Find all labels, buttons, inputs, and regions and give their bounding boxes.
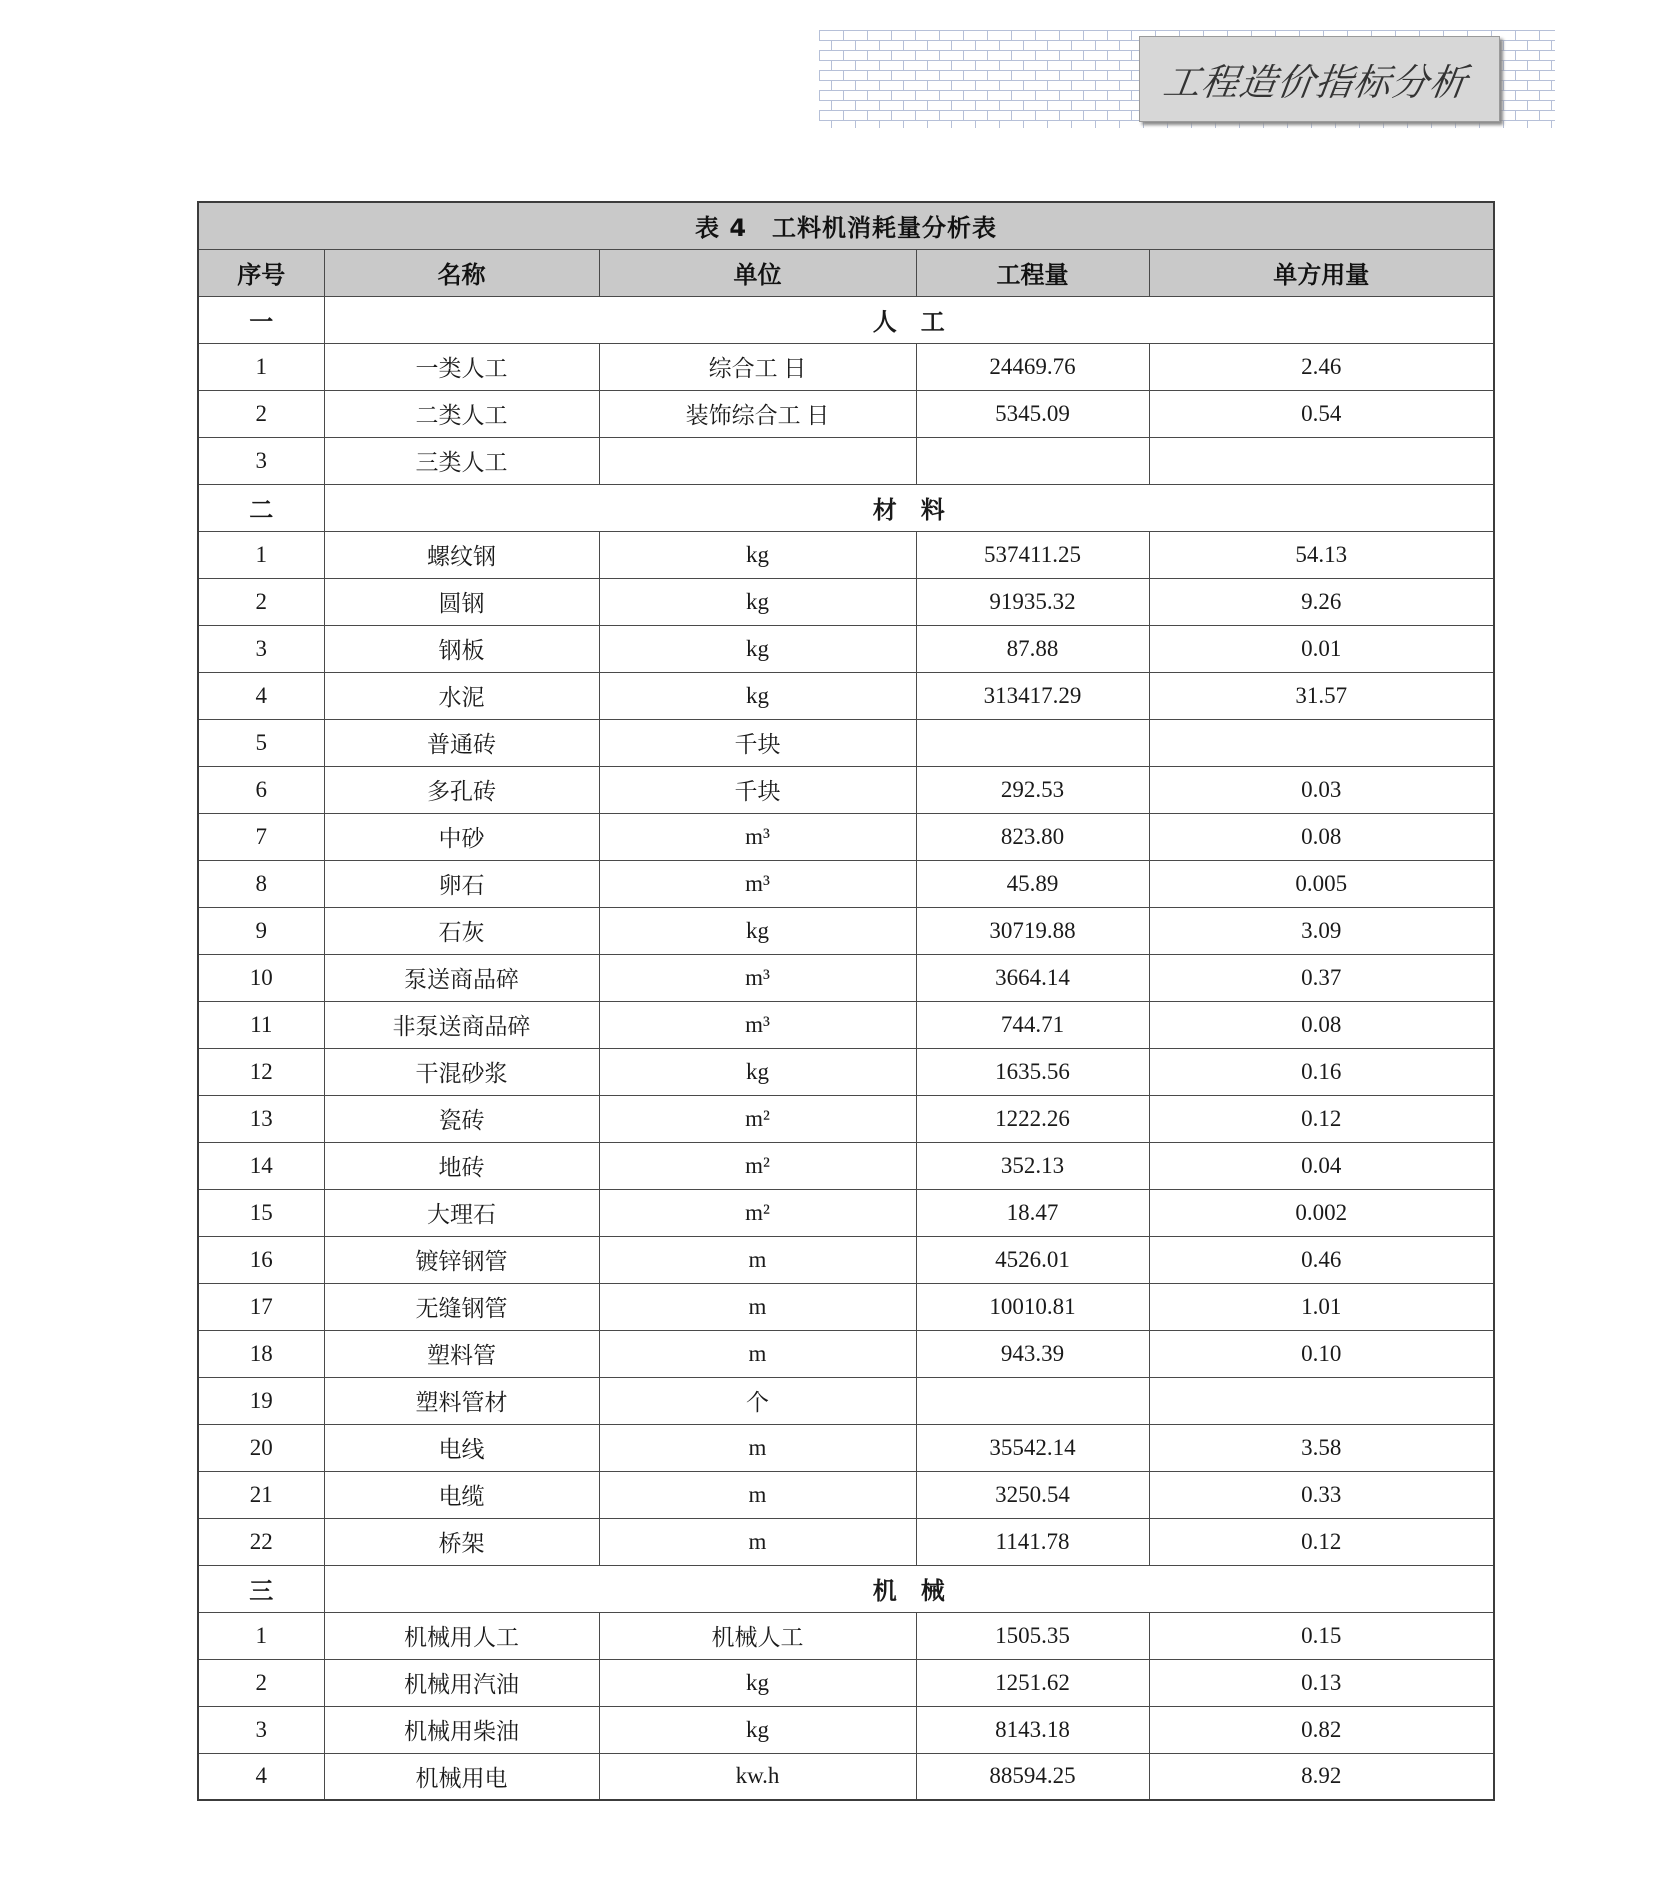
cell-unit: m³ — [599, 1001, 916, 1048]
cell-unit: m² — [599, 1189, 916, 1236]
cell-unit: kw.h — [599, 1753, 916, 1800]
cell-quantity: 8143.18 — [916, 1706, 1149, 1753]
cell-unit — [599, 437, 916, 484]
cell-index: 1 — [198, 343, 324, 390]
cell-name: 二类人工 — [324, 390, 599, 437]
cell-quantity: 1251.62 — [916, 1659, 1149, 1706]
table-caption-row — [198, 202, 1494, 249]
table-row — [198, 343, 1494, 390]
cell-index: 5 — [198, 719, 324, 766]
cell-unit: 个 — [599, 1377, 916, 1424]
table-row — [198, 813, 1494, 860]
table-row — [198, 1518, 1494, 1565]
table-caption: 表 4 工料机消耗量分析表 — [198, 202, 1494, 249]
header-name: 名称 — [324, 249, 599, 296]
cell-unit: m — [599, 1424, 916, 1471]
table-row — [198, 1377, 1494, 1424]
cell-name: 干混砂浆 — [324, 1048, 599, 1095]
cell-unit-consumption: 0.10 — [1149, 1330, 1494, 1377]
section-index: 二 — [198, 484, 324, 531]
banner-title: 工程造价指标分析 — [1160, 61, 1471, 104]
cell-index: 9 — [198, 907, 324, 954]
section-row — [198, 296, 1494, 343]
table-row — [198, 437, 1494, 484]
cell-unit: 机械人工 — [599, 1612, 916, 1659]
cell-unit-consumption: 0.12 — [1149, 1095, 1494, 1142]
cell-unit: m — [599, 1236, 916, 1283]
cell-unit-consumption: 0.08 — [1149, 1001, 1494, 1048]
section-index: 三 — [198, 1565, 324, 1612]
table-row — [198, 1001, 1494, 1048]
cell-index: 4 — [198, 1753, 324, 1800]
table-row — [198, 1424, 1494, 1471]
section-row — [198, 1565, 1494, 1612]
cell-index: 6 — [198, 766, 324, 813]
header-index: 序号 — [198, 249, 324, 296]
cell-unit: 千块 — [599, 719, 916, 766]
cell-quantity: 3250.54 — [916, 1471, 1149, 1518]
section-row — [198, 484, 1494, 531]
cell-quantity: 1505.35 — [916, 1612, 1149, 1659]
cell-unit: m — [599, 1330, 916, 1377]
cell-unit: m — [599, 1471, 916, 1518]
cell-quantity: 4526.01 — [916, 1236, 1149, 1283]
table-row — [198, 390, 1494, 437]
cell-unit: kg — [599, 907, 916, 954]
cell-unit: m — [599, 1283, 916, 1330]
cell-index: 3 — [198, 437, 324, 484]
cell-index: 2 — [198, 578, 324, 625]
cell-name: 水泥 — [324, 672, 599, 719]
table-row — [198, 1095, 1494, 1142]
cell-unit-consumption: 0.005 — [1149, 860, 1494, 907]
table-row — [198, 1236, 1494, 1283]
cell-name: 机械用电 — [324, 1753, 599, 1800]
cell-unit: kg — [599, 672, 916, 719]
table-row — [198, 860, 1494, 907]
cell-quantity: 313417.29 — [916, 672, 1149, 719]
cell-unit-consumption — [1149, 719, 1494, 766]
cell-unit-consumption: 0.12 — [1149, 1518, 1494, 1565]
cell-quantity: 943.39 — [916, 1330, 1149, 1377]
cell-unit-consumption: 0.82 — [1149, 1706, 1494, 1753]
cell-name: 大理石 — [324, 1189, 599, 1236]
header-unit: 单位 — [599, 249, 916, 296]
header-banner — [819, 30, 1555, 128]
table-row — [198, 1753, 1494, 1800]
table-row — [198, 1659, 1494, 1706]
cell-unit: 综合工 日 — [599, 343, 916, 390]
cell-unit-consumption: 1.01 — [1149, 1283, 1494, 1330]
table-row — [198, 1330, 1494, 1377]
cell-name: 石灰 — [324, 907, 599, 954]
consumption-table-container — [197, 201, 1493, 1801]
table-header-row — [198, 249, 1494, 296]
cell-unit-consumption: 0.54 — [1149, 390, 1494, 437]
cell-unit: m — [599, 1518, 916, 1565]
cell-unit-consumption: 0.002 — [1149, 1189, 1494, 1236]
cell-unit-consumption: 0.15 — [1149, 1612, 1494, 1659]
cell-index: 15 — [198, 1189, 324, 1236]
cell-quantity: 10010.81 — [916, 1283, 1149, 1330]
section-label: 人 工 — [324, 296, 1494, 343]
cell-quantity — [916, 719, 1149, 766]
cell-unit-consumption: 0.33 — [1149, 1471, 1494, 1518]
cell-index: 21 — [198, 1471, 324, 1518]
cell-unit-consumption: 0.04 — [1149, 1142, 1494, 1189]
cell-index: 1 — [198, 531, 324, 578]
cell-name: 电缆 — [324, 1471, 599, 1518]
table-row — [198, 1471, 1494, 1518]
cell-quantity — [916, 437, 1149, 484]
cell-unit-consumption: 0.08 — [1149, 813, 1494, 860]
cell-name: 螺纹钢 — [324, 531, 599, 578]
cell-quantity: 88594.25 — [916, 1753, 1149, 1800]
cell-name: 塑料管 — [324, 1330, 599, 1377]
section-label: 机 械 — [324, 1565, 1494, 1612]
cell-name: 无缝钢管 — [324, 1283, 599, 1330]
table-row — [198, 907, 1494, 954]
cell-unit-consumption: 0.01 — [1149, 625, 1494, 672]
cell-quantity: 5345.09 — [916, 390, 1149, 437]
cell-name: 地砖 — [324, 1142, 599, 1189]
header-unit-consumption: 单方用量 — [1149, 249, 1494, 296]
cell-unit: m² — [599, 1142, 916, 1189]
cell-unit-consumption: 3.09 — [1149, 907, 1494, 954]
cell-quantity: 45.89 — [916, 860, 1149, 907]
cell-name: 三类人工 — [324, 437, 599, 484]
table-row — [198, 1612, 1494, 1659]
cell-name: 镀锌钢管 — [324, 1236, 599, 1283]
cell-unit-consumption: 0.37 — [1149, 954, 1494, 1001]
table-row — [198, 1142, 1494, 1189]
cell-quantity: 18.47 — [916, 1189, 1149, 1236]
cell-index: 7 — [198, 813, 324, 860]
table-row — [198, 1048, 1494, 1095]
table-row — [198, 531, 1494, 578]
table-row — [198, 1189, 1494, 1236]
cell-index: 14 — [198, 1142, 324, 1189]
cell-unit: kg — [599, 1659, 916, 1706]
table-row — [198, 719, 1494, 766]
cell-unit-consumption — [1149, 437, 1494, 484]
table-row — [198, 625, 1494, 672]
cell-index: 16 — [198, 1236, 324, 1283]
cell-quantity: 30719.88 — [916, 907, 1149, 954]
cell-quantity: 3664.14 — [916, 954, 1149, 1001]
table-body — [198, 296, 1494, 1800]
cell-quantity: 352.13 — [916, 1142, 1149, 1189]
cell-unit: kg — [599, 1048, 916, 1095]
cell-quantity: 87.88 — [916, 625, 1149, 672]
cell-name: 普通砖 — [324, 719, 599, 766]
section-index: 一 — [198, 296, 324, 343]
cell-index: 1 — [198, 1612, 324, 1659]
cell-name: 泵送商品碎 — [324, 954, 599, 1001]
cell-name: 桥架 — [324, 1518, 599, 1565]
table-row — [198, 578, 1494, 625]
cell-unit-consumption: 54.13 — [1149, 531, 1494, 578]
table-row — [198, 672, 1494, 719]
cell-index: 13 — [198, 1095, 324, 1142]
cell-name: 机械用汽油 — [324, 1659, 599, 1706]
cell-name: 中砂 — [324, 813, 599, 860]
cell-quantity: 1222.26 — [916, 1095, 1149, 1142]
cell-unit-consumption: 8.92 — [1149, 1753, 1494, 1800]
cell-name: 多孔砖 — [324, 766, 599, 813]
cell-index: 12 — [198, 1048, 324, 1095]
cell-name: 圆钢 — [324, 578, 599, 625]
cell-index: 8 — [198, 860, 324, 907]
cell-quantity — [916, 1377, 1149, 1424]
cell-unit-consumption — [1149, 1377, 1494, 1424]
banner-title-box — [1139, 36, 1500, 122]
cell-name: 钢板 — [324, 625, 599, 672]
cell-name: 瓷砖 — [324, 1095, 599, 1142]
cell-unit-consumption: 3.58 — [1149, 1424, 1494, 1471]
header-quantity: 工程量 — [916, 249, 1149, 296]
cell-quantity: 1635.56 — [916, 1048, 1149, 1095]
cell-unit: m² — [599, 1095, 916, 1142]
cell-index: 11 — [198, 1001, 324, 1048]
cell-name: 机械用人工 — [324, 1612, 599, 1659]
cell-unit: m³ — [599, 813, 916, 860]
cell-index: 20 — [198, 1424, 324, 1471]
cell-name: 一类人工 — [324, 343, 599, 390]
cell-unit: kg — [599, 578, 916, 625]
cell-unit: m³ — [599, 954, 916, 1001]
cell-index: 3 — [198, 1706, 324, 1753]
cell-quantity: 24469.76 — [916, 343, 1149, 390]
cell-quantity: 35542.14 — [916, 1424, 1149, 1471]
cell-quantity: 91935.32 — [916, 578, 1149, 625]
cell-quantity: 1141.78 — [916, 1518, 1149, 1565]
cell-index: 2 — [198, 1659, 324, 1706]
cell-index: 10 — [198, 954, 324, 1001]
cell-index: 17 — [198, 1283, 324, 1330]
cell-index: 3 — [198, 625, 324, 672]
cell-unit: kg — [599, 531, 916, 578]
cell-quantity: 744.71 — [916, 1001, 1149, 1048]
cell-unit: 千块 — [599, 766, 916, 813]
cell-unit: 装饰综合工 日 — [599, 390, 916, 437]
cell-unit-consumption: 0.16 — [1149, 1048, 1494, 1095]
cell-name: 卵石 — [324, 860, 599, 907]
cell-unit-consumption: 0.13 — [1149, 1659, 1494, 1706]
cell-index: 19 — [198, 1377, 324, 1424]
cell-unit-consumption: 0.03 — [1149, 766, 1494, 813]
cell-index: 2 — [198, 390, 324, 437]
cell-unit: m³ — [599, 860, 916, 907]
cell-name: 非泵送商品碎 — [324, 1001, 599, 1048]
cell-quantity: 823.80 — [916, 813, 1149, 860]
cell-name: 塑料管材 — [324, 1377, 599, 1424]
cell-unit-consumption: 0.46 — [1149, 1236, 1494, 1283]
cell-unit: kg — [599, 1706, 916, 1753]
cell-quantity: 292.53 — [916, 766, 1149, 813]
cell-index: 4 — [198, 672, 324, 719]
cell-index: 18 — [198, 1330, 324, 1377]
section-label: 材 料 — [324, 484, 1494, 531]
cell-quantity: 537411.25 — [916, 531, 1149, 578]
cell-unit: kg — [599, 625, 916, 672]
consumption-analysis-table — [197, 201, 1495, 1801]
cell-unit-consumption: 2.46 — [1149, 343, 1494, 390]
table-row — [198, 766, 1494, 813]
cell-index: 22 — [198, 1518, 324, 1565]
table-row — [198, 1706, 1494, 1753]
table-row — [198, 954, 1494, 1001]
cell-unit-consumption: 9.26 — [1149, 578, 1494, 625]
cell-unit-consumption: 31.57 — [1149, 672, 1494, 719]
table-row — [198, 1283, 1494, 1330]
cell-name: 机械用柴油 — [324, 1706, 599, 1753]
cell-name: 电线 — [324, 1424, 599, 1471]
